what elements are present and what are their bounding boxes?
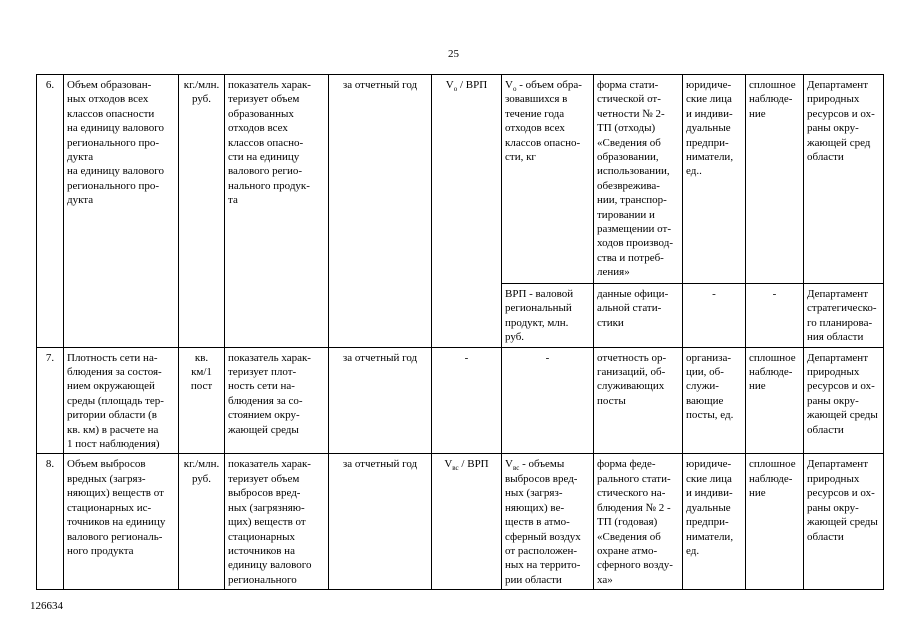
row-number: 6. [37,75,64,348]
document-id: 126634 [30,600,63,612]
page-number: 25 [448,48,459,60]
base-parameter: ВРП - валовой региональный продукт, млн. руб. [502,284,594,348]
unit-of-measure: кг./млн. руб. [179,454,225,590]
indicator-definition: показатель харак- теризует объем образованных отходов всех классов опасно- сти на единицу валового регио- нального продук- та [225,75,329,348]
table-row [37,454,884,590]
calculation-formula: $V_о$ / ВРП [432,75,502,348]
responsible-body: Департамент природных ресурсов и ох- раны окру- жающей среды области [804,454,884,590]
collection-method: сплошное наблюде- ние [746,347,804,454]
collection-method: сплошное наблюде- ние [746,75,804,284]
calculation-formula: - [432,347,502,454]
data-source: данные офици- альной стати- стики [594,284,683,348]
collection-method: сплошное наблюде- ние [746,454,804,590]
table-row [37,75,884,284]
indicator-name: Объем образован- ных отходов всех классов опасности на единицу валового регионального про- дукта на единицу валового регионального про- дукта [64,75,179,348]
calculation-formula: $V_{вс}$ / ВРП [432,454,502,590]
responsible-body: Департамент природных ресурсов и ох- раны окру- жающей сред области [804,75,884,284]
unit-of-measure: кг./млн. руб. [179,75,225,348]
indicator-definition: показатель харак- теризует плот- ность сети на- блюдения за со- стоянием окру- жающей среды [225,347,329,454]
responsible-body: Департамент стратегическо- го планирова- ния области [804,284,884,348]
indicator-name: Объем выбросов вредных (загряз- няющих) веществ от стационарных ис- точников на единицу валового региональ- ного продукта [64,454,179,590]
time-period: за отчетный год [329,347,432,454]
respondents: - [683,284,746,348]
data-source: форма феде- рального стати- стического на- блюдения № 2 - ТП (годовая) «Сведения об охране атмо- сферного возду- ха» [594,454,683,590]
base-parameter: $V_{вс}$ - объемы выбросов вред- ных (загряз- няющих) ве- ществ в атмо- сферный воздух от расположен- ных на террито- рии области [502,454,594,590]
base-parameter: - [502,347,594,454]
responsible-body: Департамент природных ресурсов и ох- раны окру- жающей среды области [804,347,884,454]
data-source: отчетность ор- ганизаций, об- служивающих посты [594,347,683,454]
row-number: 8. [37,454,64,590]
time-period: за отчетный год [329,75,432,348]
row-number: 7. [37,347,64,454]
indicator-name: Плотность сети на- блюдения за состоя- нием окружающей среды (площадь тер- ритории области (в кв. км) в расчете на 1 пост наблюдения) [64,347,179,454]
respondents: организа- ции, об- служи- вающие посты, ед. [683,347,746,454]
time-period: за отчетный год [329,454,432,590]
collection-method: - [746,284,804,348]
respondents: юридиче- ские лица и индиви- дуальные предпри- ниматели, ед.. [683,75,746,284]
table-row [37,347,884,454]
unit-of-measure: кв. км/1 пост [179,347,225,454]
data-source: форма стати- стической от- четности № 2- ТП (отходы) «Сведения об образовании, использовании, обезврежива- нии, транспор- тировании и размещении от- ходов производ- ства и потреб- ления» [594,75,683,284]
base-parameter: $V_о$ - объем обра- зовавшихся в течение года отходов всех классов опасно- сти, кг [502,75,594,284]
indicator-definition: показатель харак- теризует объем выбросов вред- ных (загрязняю- щих) веществ от стационарных источников на единицу валового регионального [225,454,329,590]
indicators-table [36,74,884,590]
respondents: юридиче- ские лица и индиви- дуальные предпри- ниматели, ед. [683,454,746,590]
